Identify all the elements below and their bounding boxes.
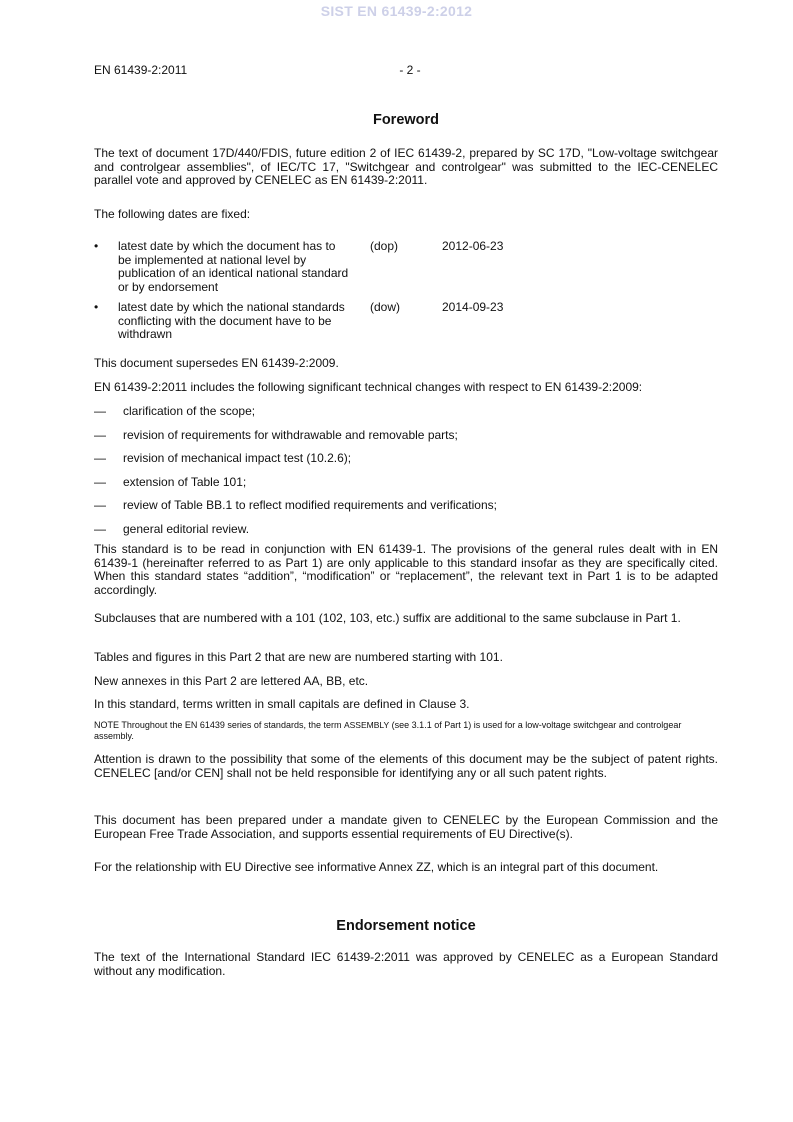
bullet-glyph: •: [94, 239, 99, 253]
change-item: [94, 476, 718, 500]
note-paragraph: [94, 720, 718, 742]
change-text: revision of requirements for withdrawable and removable parts;: [123, 427, 458, 442]
date-description: latest date by which the national standards conflicting with the document have to be withdrawn: [118, 300, 345, 342]
dash-glyph: —: [94, 451, 106, 465]
change-text: revision of mechanical impact test (10.2.6);: [123, 451, 352, 465]
annexes-paragraph: New annexes in this Part 2 are lettered AA, BB, etc.: [94, 674, 369, 688]
dash-glyph: —: [94, 474, 106, 489]
date-value: 2014-09-23: [442, 300, 504, 314]
change-text: review of Table BB.1 to reflect modified requirements and verifications;: [123, 498, 497, 512]
change-text: extension of Table 101;: [123, 474, 247, 489]
note-term: ASSEMBLY: [343, 720, 390, 730]
small-caps-paragraph: In this standard, terms written in small capitals are defined in Clause 3.: [94, 697, 470, 711]
date-code: (dow): [370, 300, 401, 314]
note-text-after: (see 3.1.1 of Part 1) is used for a low-voltage switchgear and controlgear assembly.: [94, 720, 682, 741]
conjunction-paragraph: This standard is to be read in conjunction with EN 61439-1. The provisions of the general rules dealt with in EN 61439-1 (hereinafter referred to as Part 1) are only applicable to this standard insofar as they are specifically cited. When this standard states “addition”, “modification” or “replacement”, the relevant text in Part 1 is to be adapted accordingly.: [94, 542, 718, 597]
header-doc-id: EN 61439-2:2011: [94, 63, 188, 77]
date-value: 2012-06-23: [442, 239, 504, 253]
watermark: SIST EN 61439-2:2012: [320, 3, 473, 19]
change-item: [94, 429, 718, 453]
date-description: latest date by which the document has to be implemented at national level by publication of an identical national standard or by endorsement: [118, 239, 349, 294]
change-item: [94, 499, 718, 523]
endorsement-text: The text of the International Standard IEC 61439-2:2011 was approved by CENELEC as a European Standard without any modification.: [94, 950, 718, 978]
tables-paragraph: Tables and figures in this Part 2 that are new are numbered starting with 101.: [94, 650, 503, 664]
change-item: [94, 452, 718, 476]
subclauses-paragraph: Subclauses that are numbered with a 101 (102, 103, etc.) suffix are additional to the same subclause in Part 1.: [94, 611, 681, 625]
bullet-glyph: •: [94, 300, 99, 314]
date-code: (dop): [370, 239, 399, 253]
date-row-dop: [94, 240, 718, 301]
dates-list: [94, 240, 718, 342]
foreword-intro: The text of document 17D/440/FDIS, future edition 2 of IEC 61439-2, prepared by SC 17D, "Low-voltage switchgear and controlgear assemblies", of IEC/TC 17, "Switchgear and controlgear" was submitted to the IEC-CENELEC parallel vote and approved by CENELEC as EN 61439-2:2011.: [94, 146, 718, 188]
change-text: general editorial review.: [123, 521, 250, 536]
patent-paragraph: Attention is drawn to the possibility that some of the elements of this document may be the subject of patent rights. CENELEC [and/or CEN] shall not be held responsible for identifying any or all such patent rights.: [94, 752, 718, 780]
dash-glyph: —: [94, 404, 106, 418]
directive-paragraph: For the relationship with EU Directive see informative Annex ZZ, which is an integral part of this document.: [94, 860, 659, 874]
supersedes-text: This document supersedes EN 61439-2:2009.: [94, 356, 339, 370]
change-item: [94, 405, 718, 429]
note-text-before: NOTE Throughout the EN 61439 series of standards, the term: [94, 720, 344, 730]
dash-glyph: —: [94, 521, 106, 536]
changes-intro: EN 61439-2:2011 includes the following significant technical changes with respect to EN 61439-2:2009:: [94, 380, 643, 394]
foreword-title: Foreword: [372, 112, 440, 128]
header-page-number: - 2 -: [399, 63, 421, 77]
dash-glyph: —: [94, 498, 106, 512]
dash-glyph: —: [94, 427, 106, 442]
endorsement-title: Endorsement notice: [336, 918, 476, 934]
dates-intro: The following dates are fixed:: [94, 207, 251, 221]
change-text: clarification of the scope;: [123, 404, 256, 418]
mandate-paragraph: This document has been prepared under a mandate given to CENELEC by the European Commission and the European Free Trade Association, and supports essential requirements of EU Directive(s).: [94, 813, 718, 841]
changes-list: [94, 405, 718, 546]
date-row-dow: [94, 301, 718, 342]
